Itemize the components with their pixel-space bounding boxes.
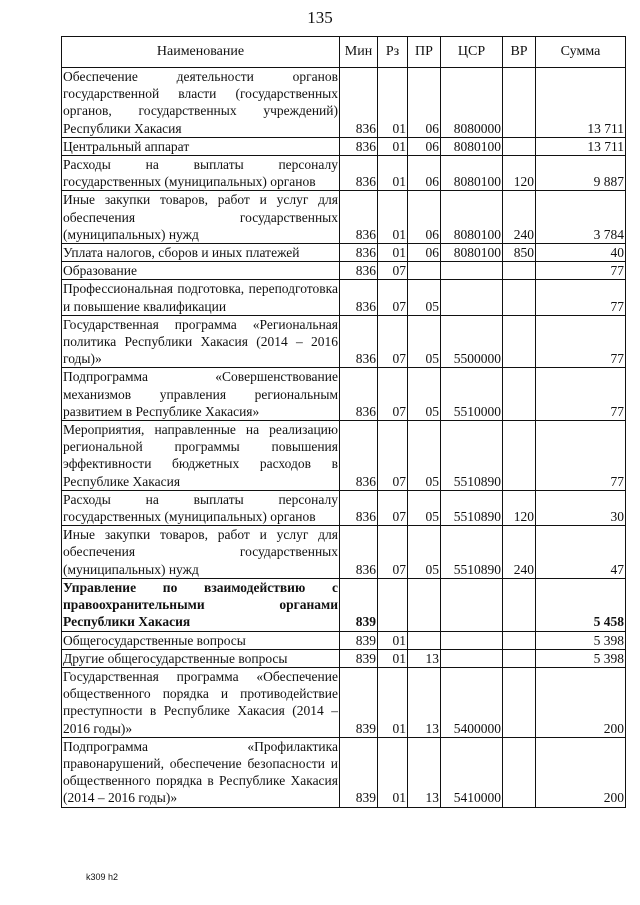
cell-pr: 13 [408, 737, 441, 807]
cell-name: Центральный аппарат [62, 137, 340, 155]
cell-sum: 3 784 [536, 191, 626, 244]
cell-csr: 8080100 [441, 244, 503, 262]
table-row [62, 526, 626, 579]
cell-vr: 850 [503, 244, 536, 262]
cell-vr [503, 68, 536, 138]
cell-sum: 9 887 [536, 156, 626, 191]
table-row [62, 191, 626, 244]
cell-vr [503, 421, 536, 491]
header-rz: Рз [378, 37, 408, 68]
cell-vr: 120 [503, 490, 536, 525]
cell-sum: 5 458 [536, 578, 626, 631]
cell-vr [503, 578, 536, 631]
cell-min: 836 [340, 315, 378, 368]
cell-rz: 07 [378, 526, 408, 579]
cell-csr [441, 280, 503, 315]
cell-vr [503, 631, 536, 649]
cell-name: Подпрограмма «Профилактика правонарушений, обеспечение безопасности и общественного порядка в Республике Хакасия (2014 – 2016 годы)» [63, 738, 338, 806]
header-name: Наименование [62, 37, 340, 68]
cell-rz: 07 [378, 368, 408, 421]
table-row [62, 244, 626, 262]
table-row [62, 421, 626, 491]
cell-rz: 01 [378, 667, 408, 737]
cell-name: Уплата налогов, сборов и иных платежей [62, 244, 340, 262]
cell-name: Иные закупки товаров, работ и услуг для обеспечения государственных (муниципальных) нужд [63, 527, 338, 577]
cell-min: 836 [340, 244, 378, 262]
cell-name: Иные закупки товаров, работ и услуг для обеспечения государственных (муниципальных) нужд [63, 192, 338, 242]
header-sum: Сумма [536, 37, 626, 68]
table-row [62, 578, 626, 631]
footer-code: k309 h2 [86, 872, 119, 882]
table-body [62, 68, 626, 808]
cell-vr: 240 [503, 191, 536, 244]
cell-name: Расходы на выплаты персоналу государственных (муниципальных) органов [63, 157, 338, 190]
cell-min: 836 [340, 68, 378, 138]
cell-pr: 05 [408, 280, 441, 315]
cell-sum: 13 711 [536, 137, 626, 155]
cell-pr: 13 [408, 649, 441, 667]
table-row [62, 490, 626, 525]
budget-table [61, 36, 626, 808]
cell-min: 839 [340, 667, 378, 737]
cell-vr [503, 649, 536, 667]
cell-rz: 01 [378, 737, 408, 807]
cell-rz: 01 [378, 244, 408, 262]
cell-vr [503, 262, 536, 280]
cell-rz: 01 [378, 649, 408, 667]
cell-csr: 5510890 [441, 526, 503, 579]
cell-rz: 01 [378, 156, 408, 191]
cell-csr: 5400000 [441, 667, 503, 737]
cell-min: 836 [340, 262, 378, 280]
cell-rz: 01 [378, 631, 408, 649]
cell-csr [441, 649, 503, 667]
cell-vr [503, 368, 536, 421]
cell-vr [503, 315, 536, 368]
cell-name: Государственная программа «Региональная политика Республики Хакасия (2014 – 2016 годы)» [63, 316, 338, 367]
table-header-row [62, 37, 626, 68]
cell-pr: 06 [408, 137, 441, 155]
cell-min: 839 [340, 649, 378, 667]
cell-sum: 200 [536, 737, 626, 807]
cell-sum: 47 [536, 526, 626, 579]
cell-rz: 07 [378, 280, 408, 315]
cell-csr: 8080100 [441, 191, 503, 244]
cell-pr: 05 [408, 490, 441, 525]
cell-rz: 01 [378, 137, 408, 155]
cell-name: Мероприятия, направленные на реализацию региональной программы повышения эффективности бюджетных расходов в Республике Хакасия [63, 422, 338, 489]
table-row [62, 631, 626, 649]
cell-min: 836 [340, 137, 378, 155]
header-vr: ВР [503, 37, 536, 68]
page-number: 135 [307, 8, 333, 27]
cell-sum: 5 398 [536, 649, 626, 667]
cell-csr: 5500000 [441, 315, 503, 368]
cell-csr: 8080000 [441, 68, 503, 138]
cell-pr [408, 578, 441, 631]
cell-sum: 40 [536, 244, 626, 262]
table-row [62, 737, 626, 807]
cell-name: Обеспечение деятельности органов государственной власти (государственных органов, государственных учреждений) Республики Хакасия [63, 69, 338, 136]
cell-pr: 05 [408, 421, 441, 491]
cell-pr: 05 [408, 315, 441, 368]
cell-name: Другие общегосударственные вопросы [62, 649, 340, 667]
cell-csr [441, 262, 503, 280]
cell-name: Расходы на выплаты персоналу государственных (муниципальных) органов [63, 491, 338, 525]
cell-sum: 200 [536, 667, 626, 737]
cell-vr [503, 737, 536, 807]
cell-sum: 77 [536, 421, 626, 491]
cell-rz: 01 [378, 191, 408, 244]
cell-name: Общегосударственные вопросы [62, 631, 340, 649]
table-row [62, 368, 626, 421]
table-row [62, 280, 626, 315]
cell-vr: 120 [503, 156, 536, 191]
cell-min: 839 [340, 578, 378, 631]
cell-csr [441, 631, 503, 649]
cell-min: 836 [340, 421, 378, 491]
cell-sum: 77 [536, 262, 626, 280]
cell-pr: 05 [408, 368, 441, 421]
cell-name: Государственная программа «Обеспечение общественного порядка и противодействие преступности в Республике Хакасия (2014 – 2016 годы)» [63, 668, 338, 736]
cell-csr: 5510890 [441, 421, 503, 491]
cell-pr [408, 262, 441, 280]
cell-name: Образование [62, 262, 340, 280]
header-csr: ЦСР [441, 37, 503, 68]
table-row [62, 649, 626, 667]
cell-name: Профессиональная подготовка, переподготовка и повышение квалификации [63, 281, 338, 314]
cell-name: Управление по взаимодействию с правоохранительными органами Республики Хакасия [63, 579, 338, 630]
cell-csr [441, 578, 503, 631]
cell-sum: 5 398 [536, 631, 626, 649]
cell-csr: 5410000 [441, 737, 503, 807]
table-row [62, 137, 626, 155]
cell-sum: 30 [536, 490, 626, 525]
cell-min: 836 [340, 191, 378, 244]
cell-pr: 06 [408, 244, 441, 262]
header-pr: ПР [408, 37, 441, 68]
cell-vr: 240 [503, 526, 536, 579]
cell-rz: 07 [378, 315, 408, 368]
cell-csr: 8080100 [441, 156, 503, 191]
cell-sum: 77 [536, 280, 626, 315]
cell-rz: 07 [378, 421, 408, 491]
cell-min: 836 [340, 156, 378, 191]
cell-vr [503, 280, 536, 315]
cell-pr: 13 [408, 667, 441, 737]
table-row [62, 667, 626, 737]
cell-sum: 13 711 [536, 68, 626, 138]
cell-pr: 06 [408, 156, 441, 191]
cell-name: Подпрограмма «Совершенствование механизмов управления региональным развитием в Республике Хакасия» [63, 369, 338, 419]
cell-min: 836 [340, 368, 378, 421]
cell-min: 836 [340, 280, 378, 315]
header-min: Мин [340, 37, 378, 68]
cell-csr: 5510890 [441, 490, 503, 525]
cell-rz: 07 [378, 262, 408, 280]
table-row [62, 68, 626, 138]
cell-min: 836 [340, 526, 378, 579]
cell-csr: 5510000 [441, 368, 503, 421]
cell-sum: 77 [536, 315, 626, 368]
cell-sum: 77 [536, 368, 626, 421]
cell-pr: 06 [408, 68, 441, 138]
cell-rz: 07 [378, 490, 408, 525]
table-row [62, 156, 626, 191]
cell-csr: 8080100 [441, 137, 503, 155]
table-row [62, 315, 626, 368]
cell-rz: 01 [378, 68, 408, 138]
cell-pr [408, 631, 441, 649]
cell-pr: 06 [408, 191, 441, 244]
cell-min: 839 [340, 631, 378, 649]
table-row [62, 262, 626, 280]
cell-vr [503, 667, 536, 737]
cell-min: 836 [340, 490, 378, 525]
cell-min: 839 [340, 737, 378, 807]
cell-pr: 05 [408, 526, 441, 579]
cell-rz [378, 578, 408, 631]
cell-vr [503, 137, 536, 155]
